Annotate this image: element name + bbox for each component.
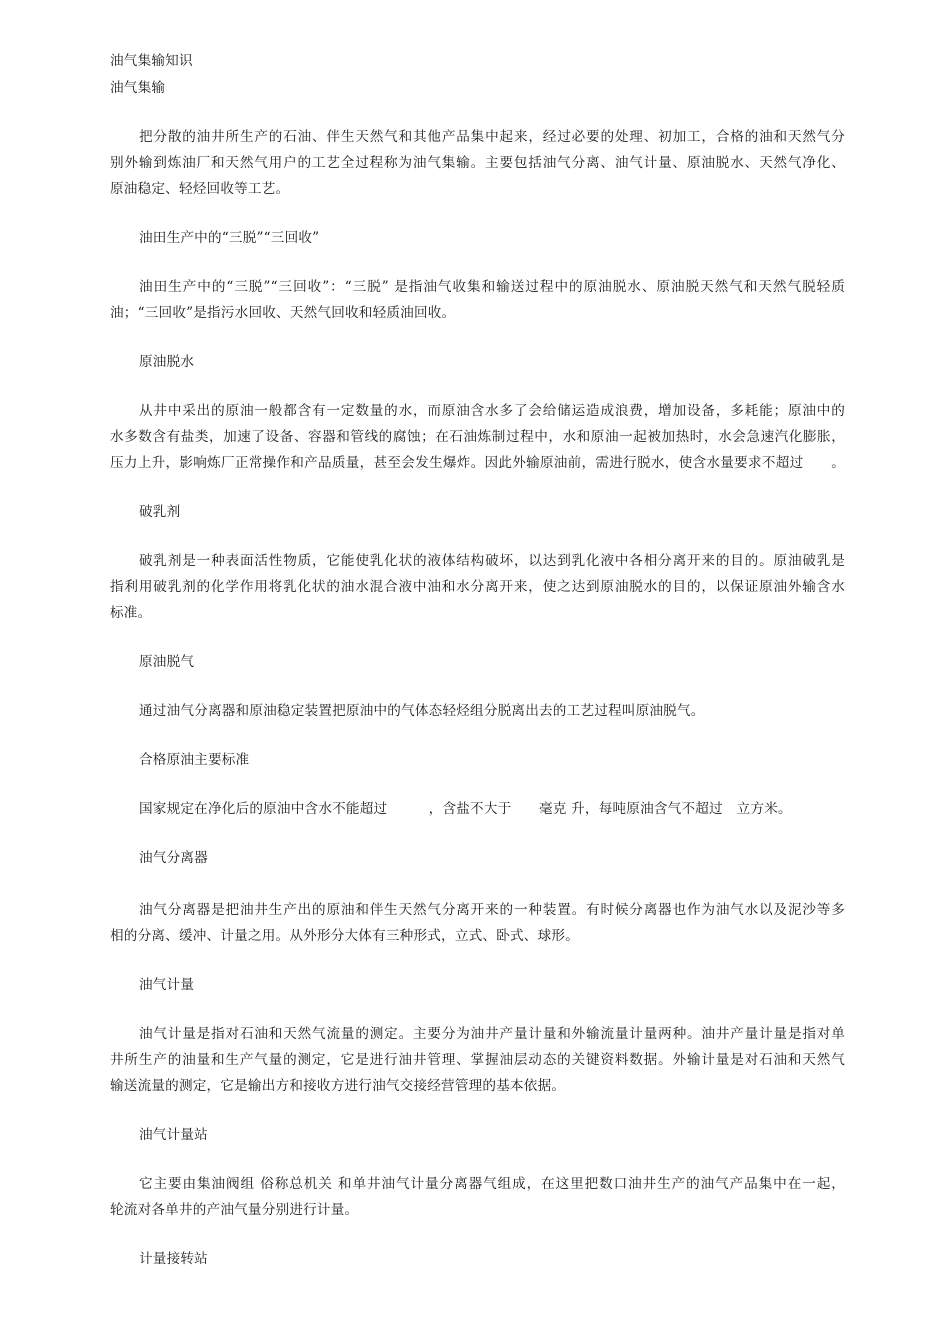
document-title: 油气集输知识 <box>110 53 193 69</box>
heading-demulsifier: 破乳剂 <box>139 504 181 520</box>
paragraph-demulsifier-line-3: 标准。 <box>110 605 152 621</box>
paragraph-metering-station-line-1: 它主要由集油阀组 俗称总机关 和单井油气计量分离器气组成，在这里把数口油井生产的油气产品集中在一起， <box>139 1176 845 1192</box>
paragraph-san-tuo-line-2: 油；“三回收”是指污水回收、天然气回收和轻质油回收。 <box>110 305 456 321</box>
paragraph-intro-line-1: 把分散的油井所生产的石油、伴生天然气和其他产品集中起来，经过必要的处理、初加工，合格的油和天然气分 <box>139 129 845 145</box>
paragraph-dewatering-line-2: 水多数含有盐类，加速了设备、容器和管线的腐蚀；在石油炼制过程中，水和原油一起被加热时，水会急速汽化膨胀， <box>110 429 845 445</box>
heading-degassing: 原油脱气 <box>139 654 195 670</box>
paragraph-separator-line-1: 油气分离器是把油井生产出的原油和伴生天然气分离开来的一种装置。有时候分离器也作为油气水以及泥沙等多 <box>139 902 845 918</box>
heading-metering: 油气计量 <box>139 977 195 993</box>
paragraph-san-tuo-line-1: 油田生产中的“三脱”“三回收”：“三脱” 是指油气收集和输送过程中的原油脱水、原油脱天然气和天然气脱轻质 <box>139 279 845 295</box>
paragraph-intro-line-3: 原油稳定、轻烃回收等工艺。 <box>110 181 290 197</box>
paragraph-degassing: 通过油气分离器和原油稳定装置把原油中的气体态轻烃组分脱离出去的工艺过程叫原油脱气。 <box>139 703 705 719</box>
paragraph-demulsifier-line-2: 指利用破乳剂的化学作用将乳化状的油水混合液中油和水分离开来，使之达到原油脱水的目的，以保证原油外输含水 <box>110 579 845 595</box>
heading-dewatering: 原油脱水 <box>139 354 195 370</box>
paragraph-intro-line-2: 别外输到炼油厂和天然气用户的工艺全过程称为油气集输。主要包括油气分离、油气计量、原油脱水、天然气净化、 <box>110 155 845 171</box>
document-subtitle: 油气集输 <box>110 80 166 96</box>
heading-san-tuo: 油田生产中的“三脱”“三回收” <box>139 230 320 246</box>
paragraph-demulsifier-line-1: 破乳剂是一种表面活性物质，它能使乳化状的液体结构破坏，以达到乳化液中各相分离开来的目的。原油破乳是 <box>139 553 845 569</box>
heading-quality-standard: 合格原油主要标准 <box>139 752 250 768</box>
paragraph-metering-station-line-2: 轮流对各单井的产油气量分别进行计量。 <box>110 1202 359 1218</box>
paragraph-dewatering-line-1: 从井中采出的原油一般都含有一定数量的水，而原油含水多了会给储运造成浪费，增加设备，多耗能；原油中的 <box>139 403 845 419</box>
heading-transfer-station: 计量接转站 <box>139 1251 208 1267</box>
paragraph-dewatering-line-3: 压力上升，影响炼厂正常操作和产品质量，甚至会发生爆炸。因此外输原油前，需进行脱水，使含水量要求不超过 。 <box>110 455 845 471</box>
heading-metering-station: 油气计量站 <box>139 1127 208 1143</box>
paragraph-metering-line-3: 输送流量的测定，它是输出方和接收方进行油气交接经营管理的基本依据。 <box>110 1078 566 1094</box>
paragraph-metering-line-2: 井所生产的油量和生产气量的测定，它是进行油井管理、掌握油层动态的关键资料数据。外输计量是对石油和天然气 <box>110 1052 845 1068</box>
paragraph-metering-line-1: 油气计量是指对石油和天然气流量的测定。主要分为油井产量计量和外输流量计量两种。油井产量计量是指对单 <box>139 1026 845 1042</box>
heading-separator: 油气分离器 <box>139 850 208 866</box>
paragraph-quality-standard: 国家规定在净化后的原油中含水不能超过 ，含盐不大于 毫克 升，每吨原油含气不超过 立方米。 <box>139 801 792 817</box>
paragraph-separator-line-2: 相的分离、缓冲、计量之用。从外形分大体有三种形式，立式、卧式、球形。 <box>110 928 579 944</box>
